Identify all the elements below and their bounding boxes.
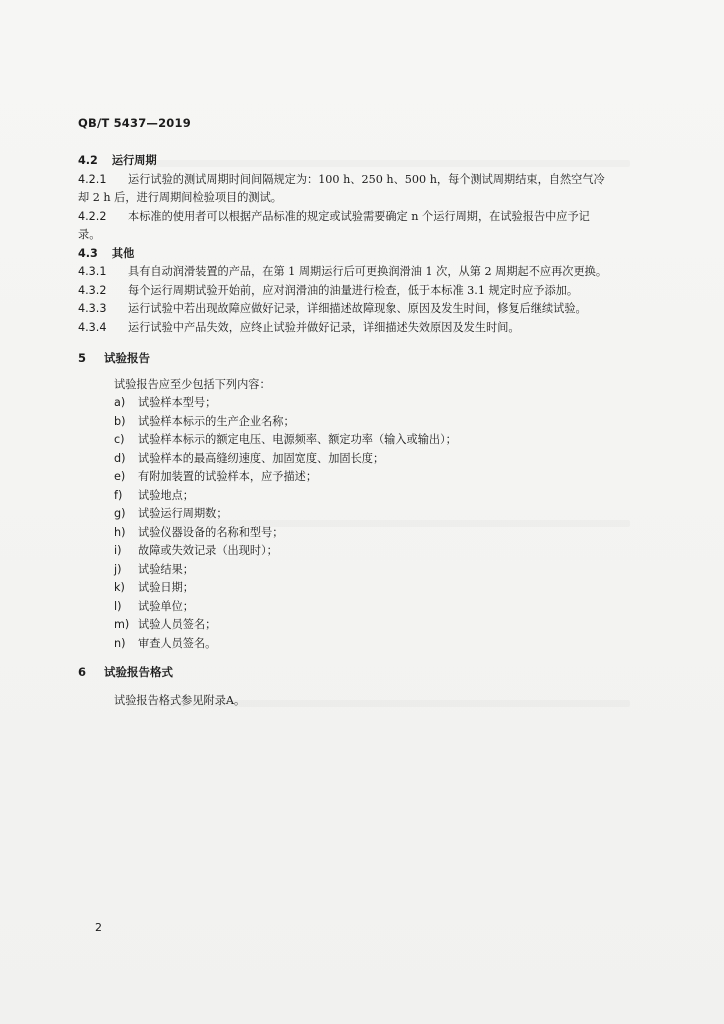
list-item-text: 试验结果； <box>138 562 194 576</box>
list-marker: m) <box>114 618 130 631</box>
paragraph-number: 4.3.1 <box>78 265 107 278</box>
list-item <box>78 542 648 561</box>
list-item-text: 试验样本标示的生产企业名称； <box>138 414 295 428</box>
list-item <box>78 598 648 617</box>
list-marker: h) <box>114 525 126 539</box>
clause-4-3-2 <box>78 282 648 301</box>
list-item <box>78 579 648 598</box>
list-marker: g) <box>114 507 126 520</box>
clause-number: 4.2 <box>78 154 98 167</box>
clause-4-3-1 <box>78 263 648 282</box>
list-marker: c) <box>114 433 125 446</box>
paragraph-text: 运行试验中产品失效，应终止试验并做好记录，详细描述失效原因及发生时间。 <box>128 320 520 334</box>
list-item <box>78 635 648 654</box>
document-body <box>78 152 648 710</box>
clause-4-2-1 <box>78 171 648 190</box>
list-marker: b) <box>114 414 126 428</box>
paragraph-text: 具有自动润滑装置的产品，在第 1 周期运行后可更换润滑油 1 次，从第 2 周期起不应再次更换。 <box>128 265 608 278</box>
list-item <box>78 468 648 487</box>
list-item <box>78 505 648 524</box>
paragraph-number: 4.2.2 <box>78 209 107 223</box>
report-contents-list <box>78 394 648 653</box>
list-item <box>78 431 648 450</box>
paragraph-continuation: 录。 <box>78 228 101 241</box>
paragraph-number: 4.3.3 <box>78 302 107 315</box>
list-item-text: 试验日期； <box>138 581 194 594</box>
list-item-text: 试验运行周期数； <box>138 507 228 520</box>
paragraph-number: 4.3.4 <box>78 320 107 334</box>
list-marker: j) <box>114 562 122 576</box>
list-marker: l) <box>114 599 122 613</box>
section-6-heading <box>78 663 648 682</box>
list-item-text: 审查人员签名。 <box>138 636 217 650</box>
list-item-text: 试验样本的最高缝纫速度、加固宽度、加固长度； <box>138 451 385 465</box>
clause-number: 4.3 <box>78 246 98 260</box>
clause-4-3-4 <box>78 319 648 338</box>
list-item <box>78 524 648 543</box>
clause-4-2-heading <box>78 152 648 171</box>
section-title: 试验报告 <box>104 351 151 365</box>
list-marker: a) <box>114 396 126 409</box>
clause-4-3-3 <box>78 300 648 319</box>
paragraph-number: 4.2.1 <box>78 172 107 186</box>
list-item <box>78 450 648 469</box>
list-item-text: 试验单位； <box>138 599 194 613</box>
clause-4-2-2 <box>78 208 648 227</box>
list-item-text: 试验样本型号； <box>138 396 217 409</box>
list-item <box>78 487 648 506</box>
section-number: 6 <box>78 665 87 679</box>
list-marker: k) <box>114 581 125 594</box>
section-5-heading <box>78 349 648 368</box>
section-title: 试验报告格式 <box>104 665 174 679</box>
paragraph-text: 运行试验的测试周期时间间隔规定为：100 h、250 h、500 h，每个测试周期结束，自然空气冷 <box>128 172 605 186</box>
clause-title: 其他 <box>111 246 135 260</box>
list-item-text: 试验样本标示的额定电压、电源频率、额定功率（输入或输出）； <box>138 433 457 446</box>
list-marker: f) <box>114 488 123 502</box>
list-item-text: 有附加装置的试验样本，应予描述； <box>138 470 318 483</box>
section-6-text: 试验报告格式参见附录A。 <box>114 693 246 707</box>
standard-code: QB/T 5437—2019 <box>78 116 191 130</box>
paragraph-number: 4.3.2 <box>78 283 107 297</box>
list-item <box>78 413 648 432</box>
list-item-text: 试验地点； <box>138 488 194 502</box>
section-5-intro: 试验报告应至少包括下列内容： <box>114 377 271 391</box>
list-item-text: 试验人员签名； <box>138 618 217 631</box>
list-marker: d) <box>114 451 126 465</box>
list-item-text: 故障或失效记录（出现时）； <box>138 544 278 557</box>
list-item <box>78 561 648 580</box>
list-item <box>78 394 648 413</box>
page-number: 2 <box>95 921 102 934</box>
list-marker: n) <box>114 636 126 650</box>
clause-title: 运行周期 <box>111 154 157 167</box>
list-marker: i) <box>114 544 122 557</box>
section-number: 5 <box>78 351 87 365</box>
paragraph-text: 运行试验中若出现故障应做好记录，详细描述故障现象、原因及发生时间，修复后继续试验。 <box>128 302 587 315</box>
paragraph-text: 每个运行周期试验开始前，应对润滑油的油量进行检查，低于本标准 3.1 规定时应予添加。 <box>128 283 579 297</box>
list-item <box>78 616 648 635</box>
list-item-text: 试验仪器设备的名称和型号； <box>138 525 284 539</box>
paragraph-text: 本标准的使用者可以根据产品标准的规定或试验需要确定 n 个运行周期，在试验报告中应予记 <box>128 209 590 223</box>
paragraph-continuation: 却 2 h 后，进行周期间检验项目的测试。 <box>78 191 282 204</box>
clause-4-3-heading <box>78 245 648 264</box>
list-marker: e) <box>114 470 126 483</box>
